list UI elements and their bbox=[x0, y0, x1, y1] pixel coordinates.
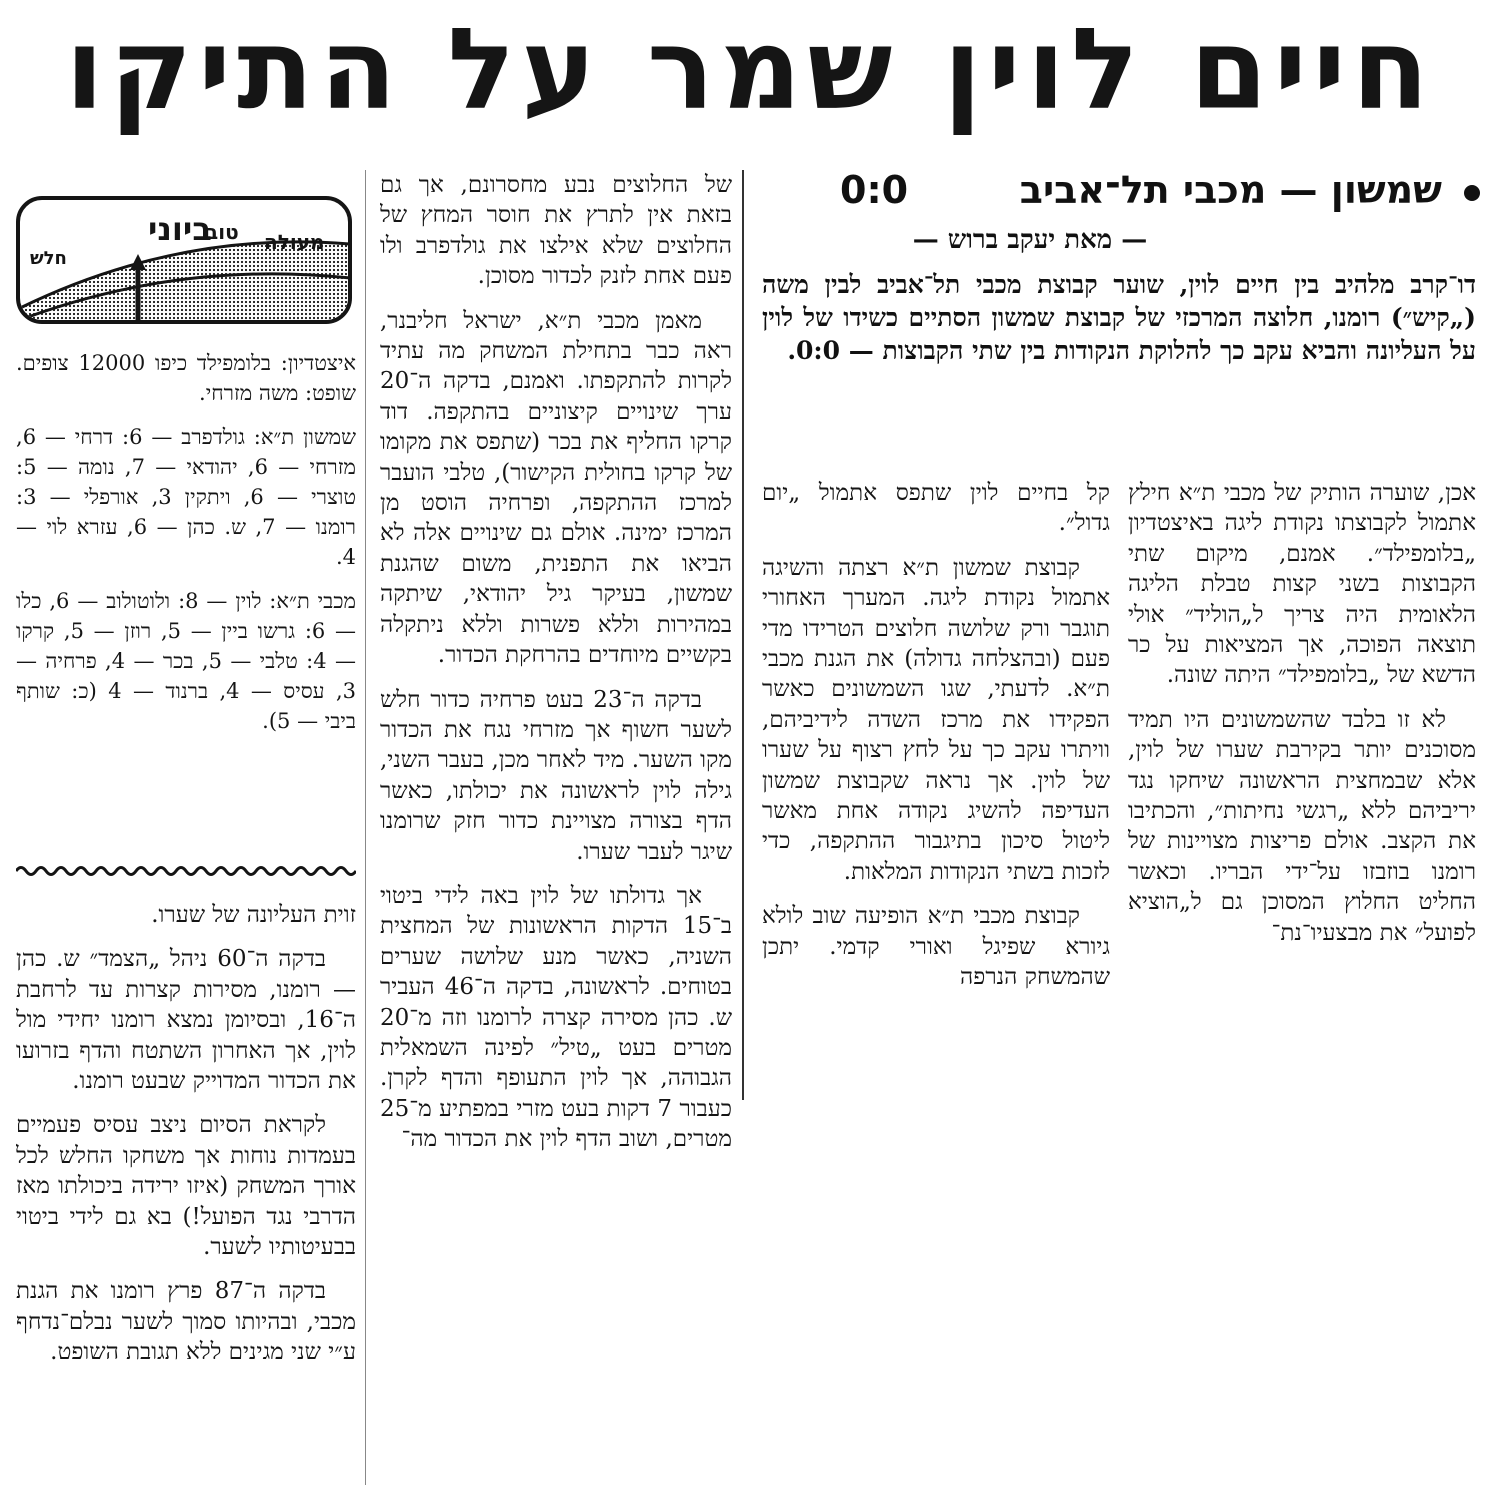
rating-logo bbox=[16, 196, 352, 324]
paragraph: אכן, שוערה הותיק של מכבי ת״א חילץ אתמול לקבוצתו נקודת ליגה באיצטדיון „בלומפילד״. אמנם, מיקום שתי הקבוצות בשני קצות טבלת הליגה הלאומית היה צריך ל„הוליד״ אולי תוצאה הפוכה, אך המציאות על כר הדשא של „בלומפילד״ היתה שונה. bbox=[1128, 480, 1476, 689]
logo-word-excellent: מעולה bbox=[264, 230, 325, 254]
match-title: שמשון — מכבי תל־אביב bbox=[1019, 168, 1442, 212]
headline: חיים לוין שמר על התיקו bbox=[65, 5, 1435, 135]
paragraph: לקראת הסיום ניצב עסיס פעמיים בעמדות נוחות אך משחקו החלש לכל אורך המשחק (איזו ירידה ביכולתו מאז הדרבי נגד הפועל!) בא גם לידי ביטוי בבעיטותיו לשער. bbox=[16, 1112, 356, 1261]
column-right-middle bbox=[762, 478, 1110, 1093]
paragraph: של החלוצים נבע מחסרונם, אך גם בזאת אין לתרץ את חוסר המחץ של החלוצים שלא אילצו את גולדפרב ולו פעם אחת לזנק לכדור מסוכן. bbox=[380, 172, 732, 290]
paragraph: קל בחיים לוין שתפס אתמול „יום גדול״. bbox=[762, 480, 1110, 537]
match-score: 0:0 bbox=[840, 168, 909, 212]
logo-word-weak: חלש bbox=[30, 248, 67, 269]
column-left-text bbox=[16, 900, 356, 1488]
logo-word-good: טוב bbox=[206, 220, 239, 244]
column-divider bbox=[742, 170, 744, 1100]
logo-word-main: ביוני bbox=[148, 210, 212, 248]
paragraph: אך גדולתו של לוין באה לידי ביטוי ב־15 הדקות הראשונות של המחצית השניה, כאשר מנע שלושה שערים בטוחים. לראשונה, בדקה ה־46 העביר ש. כהן מסירה קצרה לרומנו וזה מ־20 מטרים בעט „טיל״ לפינה השמאלית הגבוהה, אך לוין התעופף והדף לקרן. כעבור 7 דקות בעט מזרי במפתיע מ־25 מטרים, ושוב הדף לוין את הכדור מה־ bbox=[380, 882, 732, 1153]
lineup-maccabi: מכבי ת״א: לוין — 8: ולוטולוב — 6, כלו — 6: גרשו ביין — 5, רוזן — 5, קרקו — 4: טלבי — 5, בכר — 4, פרחיה — 3, עסיס — 4, ברנוד — 4 (כ: שותף ביבי — 5). bbox=[16, 589, 356, 733]
paragraph: בדקה ה־60 ניהל „הצמד״ ש. כהן — רומנו, מסירות קצרות עד לרחבת ה־16, ובסיומן נמצא רומנו יחידי מול לוין, אך האחרון השתטח והדף בזרועו את הכדור המדוייק שבעט רומנו. bbox=[16, 946, 356, 1095]
match-title-line bbox=[770, 162, 1480, 218]
paragraph: מאמן מכבי ת״א, ישראל חליבנר, ראה כבר בתחילת המשחק מה עתיד לקרות להתקפתו. ואמנם, בדקה ה־20 ערך שינויים קיצוניים בהתקפה. דוד קרקו החליף את בכר (שתפס את מקומו של קרקו בחולית הקישור), טלבי הועבר למרכז ההתקפה, ופרחיה הוסט מן המרכז ימינה. אולם גם שינויים אלה לא הביאו את התפנית, משום שהגנת שמשון, בעיקר גיל יהודאי, שיתקה במהירות וללא פשרות וללא ניתקלה בקשיים מיוחדים בהרחקת הכדור. bbox=[380, 307, 732, 669]
paragraph: קבוצת מכבי ת״א הופיעה שוב לולא גיורא שפיגל ואורי קדמי. יתכן שהמשחק הנרפה bbox=[762, 903, 1110, 991]
paragraph: בדקה ה־23 בעט פרחיה כדור חלש לשער חשוף אך מזרחי נגח את הכדור מקו השער. מיד לאחר מכן, בעבר השני, גילה לוין לראשונה את יכולתו, כאשר הדף בצורה מצויינת כדור חזק שרומנו שיגר לעבר שערו. bbox=[380, 686, 732, 865]
paragraph: בדקה ה־87 פרץ רומנו את הגנת מכבי, ובהיותו סמוך לשער נבלם־נדחף ע״י שני מגינים ללא תגובת השופט. bbox=[16, 1278, 356, 1366]
column-right bbox=[1128, 478, 1476, 1093]
paragraph: לא זו בלבד שהשמשונים היו תמיד מסוכנים יותר בקירבת שערו של לוין, אלא שבמחצית הראשונה שיחקו נגד יריביהם ללא „רגשי נחיתות״, והכתיבו את הקצב. אולם פריצות מצויינות של רומנו בוזבזו על־ידי הבריו. וכאשר החליט החלוץ המסוכן גם ל„הוציא לפועל״ את מבצעיו־נת־ bbox=[1128, 706, 1476, 946]
byline: — מאת יעקב ברוש — bbox=[912, 225, 1148, 255]
wavy-separator bbox=[16, 862, 356, 880]
lineup-shimshon: שמשון ת״א: גולדפרב — 6: דרחי — 6, מזרחי — 6, יהודאי — 7, נומה — 5: טוצרי — 6, ויתקין 3, אורפלי — 3: רומנו — 7, ש. כהן — 6, עזרא לוי — 4. bbox=[16, 425, 356, 569]
paragraph: זוית העליונה של שערו. bbox=[151, 902, 356, 928]
stadium-info: איצטדיון: בלומפילד כיפו 12000 צופים. שופט: משה מזרחי. bbox=[16, 351, 356, 405]
column-divider bbox=[365, 170, 366, 1485]
article-lead: דו־קרב מלהיב בין חיים לוין, שוער קבוצת מכבי תל־אביב לבין משה („קיש״) רומנו, חלוצה המרכזי של קבוצת שמשון הסתיים כשידו של לוין על העליונה והביא עקב כך להלוקת הנקודות בין שתי הקבוצות — 0:0. bbox=[762, 270, 1476, 365]
bullet-icon bbox=[1464, 185, 1480, 201]
column-left-stats bbox=[16, 348, 356, 858]
column-left-middle bbox=[380, 170, 732, 1488]
paragraph: קבוצת שמשון ת״א רצתה והשיגה אתמול נקודת ליגה. המערך האחורי תוגבר ורק שלושה חלוצים הטרידו מדי פעם (ובהצלחה גדולה) את הגנת מכבי ת״א. לדעתי, שגו השמשונים כאשר הפקידו את מרכז השדה לידיביהם, וויתרו עקב כך על לחץ רצוף על שערו של לוין. אך נראה שקבוצת שמשון העדיפה להשיג נקודה אחת מאשר ליטול סיכון בתיגבור ההתקפה, כדי לזכות בשתי הנקודות המלאות. bbox=[762, 554, 1110, 885]
